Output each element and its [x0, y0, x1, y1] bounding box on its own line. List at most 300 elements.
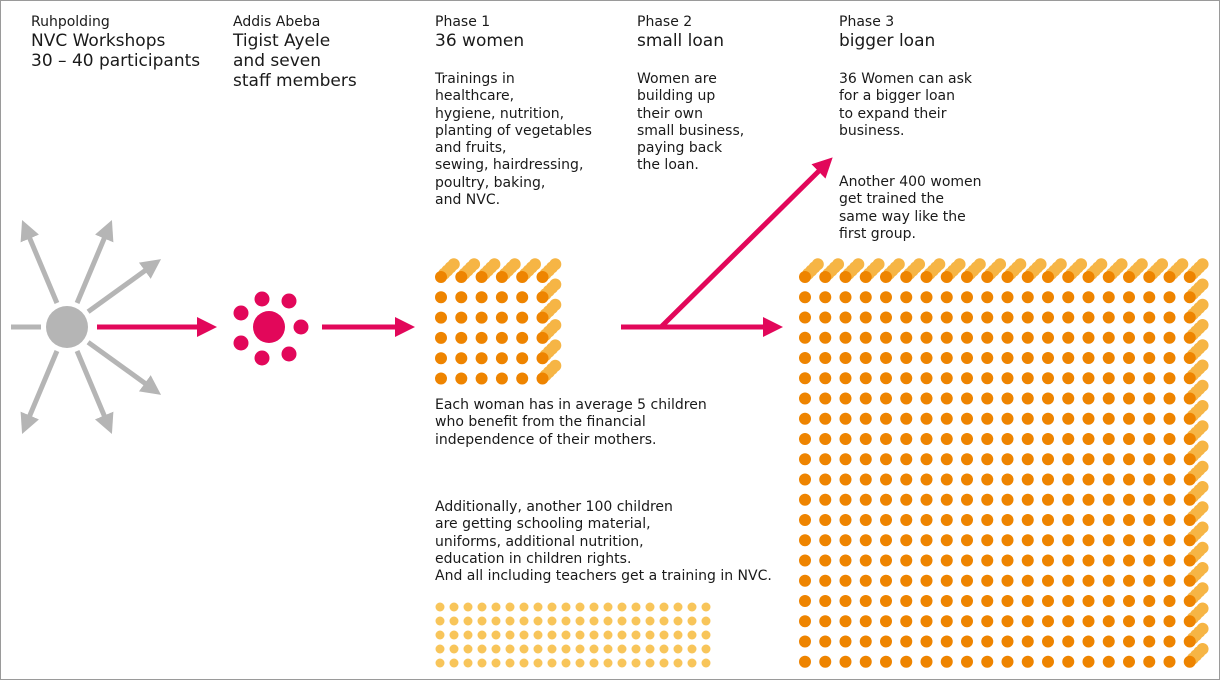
column-phase-1 [435, 13, 524, 51]
grid-dot [476, 373, 488, 385]
grid-dot [1184, 474, 1196, 486]
grid-dot [1164, 352, 1176, 364]
grid-dot [880, 595, 892, 607]
grid-dot [900, 352, 912, 364]
grid-dot [1022, 413, 1034, 425]
grid-dot [516, 312, 528, 324]
grid-dot [840, 615, 852, 627]
grid-dot [860, 312, 872, 324]
children-benefit-text: Each woman has in average 5 children who benefit from the financial independence of their mothers. [435, 397, 707, 448]
grid-dot [941, 474, 953, 486]
grid-dot [799, 494, 811, 506]
grid-dot [537, 291, 549, 303]
grid-dot [1103, 372, 1115, 384]
grid-dot [455, 352, 467, 364]
grid-dot [1042, 453, 1054, 465]
grid-dot [478, 645, 487, 654]
grid-dot [900, 291, 912, 303]
grid-dot [1042, 352, 1054, 364]
grid-dot [1103, 555, 1115, 567]
grid-dot [1022, 595, 1034, 607]
starburst-arrow [88, 342, 154, 390]
grid-dot [1164, 575, 1176, 587]
grid-dot [1042, 393, 1054, 405]
grid-dot [819, 595, 831, 607]
grid-dot [1164, 433, 1176, 445]
grid-dot [880, 291, 892, 303]
grid-dot [1184, 534, 1196, 546]
phase3-another-400-text: Another 400 women get trained the same way like the first group. [839, 174, 982, 242]
grid-dot [1103, 494, 1115, 506]
grid-dot [819, 534, 831, 546]
grid-dot [819, 433, 831, 445]
grid-dot [450, 617, 459, 626]
grid-dot [961, 494, 973, 506]
grid-dot [1164, 372, 1176, 384]
grid-dot [880, 413, 892, 425]
grid-dot [604, 659, 613, 668]
grid-dot [900, 615, 912, 627]
grid-dot [1184, 615, 1196, 627]
grid-dot [799, 656, 811, 668]
grid-dot [1103, 534, 1115, 546]
grid-dot [496, 312, 508, 324]
grid-dot [961, 555, 973, 567]
grid-dot [981, 312, 993, 324]
grid-dot [921, 312, 933, 324]
grid-dot [981, 453, 993, 465]
grid-dot [961, 453, 973, 465]
grid-dot [981, 534, 993, 546]
grid-dot [618, 631, 627, 640]
grid-dot [436, 645, 445, 654]
grid-dot [688, 603, 697, 612]
grid-dot [860, 291, 872, 303]
grid-dot [562, 617, 571, 626]
grid-dot [492, 617, 501, 626]
grid-dot [1184, 271, 1196, 283]
grid-dot [961, 636, 973, 648]
grid-dot [860, 615, 872, 627]
grid-dot [921, 372, 933, 384]
grid-dot [435, 312, 447, 324]
grid-dot [900, 494, 912, 506]
grid-dot [537, 332, 549, 344]
grid-dot [941, 494, 953, 506]
grid-dot [840, 372, 852, 384]
grid-dot [618, 603, 627, 612]
grid-dot [961, 393, 973, 405]
grid-dot [1123, 656, 1135, 668]
grid-dot [1002, 555, 1014, 567]
grid-dot [1103, 514, 1115, 526]
grid-dot [819, 555, 831, 567]
grid-dot [1022, 494, 1034, 506]
grid-dot [860, 656, 872, 668]
grid-dot [921, 453, 933, 465]
grid-dot [478, 603, 487, 612]
grid-dot [941, 312, 953, 324]
grid-dot [1103, 312, 1115, 324]
grid-dot [860, 453, 872, 465]
grid-dot [1022, 312, 1034, 324]
phase1-trainings-text: Trainings in healthcare, hygiene, nutrition, planting of vegetables and fruits, sewing, hairdressing, poultry, baking, and NVC. [435, 71, 592, 209]
grid-dot [537, 312, 549, 324]
grid-dot [941, 555, 953, 567]
grid-dot [576, 603, 585, 612]
grid-dot [799, 352, 811, 364]
grid-dot [1123, 474, 1135, 486]
phase3-women-dots [799, 258, 1209, 668]
grid-dot [921, 413, 933, 425]
grid-dot [1002, 332, 1014, 344]
grid-dot [436, 603, 445, 612]
grid-dot [1042, 575, 1054, 587]
grid-dot [921, 534, 933, 546]
grid-dot [516, 271, 528, 283]
grid-dot [900, 474, 912, 486]
grid-dot [840, 575, 852, 587]
grid-dot [981, 555, 993, 567]
grid-dot [921, 636, 933, 648]
grid-dot [880, 312, 892, 324]
grid-dot [1143, 615, 1155, 627]
grid-dot [1062, 291, 1074, 303]
starburst-arrow [25, 351, 57, 427]
grid-dot [455, 332, 467, 344]
grid-dot [464, 659, 473, 668]
grid-dot [1123, 332, 1135, 344]
grid-dot [860, 413, 872, 425]
grid-dot [799, 291, 811, 303]
grid-dot [688, 645, 697, 654]
grid-dot [819, 494, 831, 506]
grid-dot [840, 332, 852, 344]
grid-dot [476, 291, 488, 303]
grid-dot [860, 514, 872, 526]
grid-dot [496, 373, 508, 385]
grid-dot [799, 575, 811, 587]
grid-dot [1103, 636, 1115, 648]
children-dots [436, 603, 711, 668]
grid-dot [1123, 291, 1135, 303]
grid-dot [478, 631, 487, 640]
grid-dot [1083, 575, 1095, 587]
grid-dot [981, 332, 993, 344]
grid-dot [590, 645, 599, 654]
grid-dot [576, 631, 585, 640]
grid-dot [1164, 656, 1176, 668]
grid-dot [660, 659, 669, 668]
grid-dot [1002, 433, 1014, 445]
grid-dot [464, 617, 473, 626]
grid-dot [1164, 291, 1176, 303]
grid-dot [1143, 636, 1155, 648]
grid-dot [1083, 636, 1095, 648]
grid-dot [1022, 453, 1034, 465]
grid-dot [435, 291, 447, 303]
grid-dot [819, 312, 831, 324]
grid-dot [1103, 433, 1115, 445]
grid-dot [860, 636, 872, 648]
grid-dot [1123, 494, 1135, 506]
grid-dot [961, 656, 973, 668]
grid-dot [900, 332, 912, 344]
grid-dot [1022, 534, 1034, 546]
grid-dot [702, 603, 711, 612]
grid-dot [900, 372, 912, 384]
grid-dot [516, 352, 528, 364]
column-heading: small loan [637, 31, 725, 51]
grid-dot [900, 413, 912, 425]
grid-dot [1062, 453, 1074, 465]
phase2-business-text: Women are building up their own small business, paying back the loan. [637, 71, 745, 174]
grid-dot [702, 617, 711, 626]
grid-dot [492, 659, 501, 668]
grid-dot [840, 555, 852, 567]
grid-dot [1103, 271, 1115, 283]
grid-dot [981, 474, 993, 486]
grid-dot [674, 659, 683, 668]
grid-dot [1143, 474, 1155, 486]
grid-dot [1062, 575, 1074, 587]
grid-dot [1143, 271, 1155, 283]
grid-dot [520, 631, 529, 640]
grid-dot [1103, 474, 1115, 486]
grid-dot [981, 636, 993, 648]
grid-dot [660, 617, 669, 626]
grid-dot [1143, 453, 1155, 465]
grid-dot [860, 393, 872, 405]
grid-dot [799, 595, 811, 607]
grid-dot [819, 393, 831, 405]
grid-dot [1123, 372, 1135, 384]
grid-dot [921, 555, 933, 567]
grid-dot [632, 603, 641, 612]
grid-dot [1143, 656, 1155, 668]
grid-dot [1164, 312, 1176, 324]
grid-dot [1143, 312, 1155, 324]
grid-dot [1042, 636, 1054, 648]
grid-dot [1123, 393, 1135, 405]
grid-dot [1002, 615, 1014, 627]
grid-dot [520, 603, 529, 612]
grid-dot [1184, 352, 1196, 364]
grid-dot [1184, 514, 1196, 526]
team-member-dot [255, 351, 270, 366]
grid-dot [1103, 413, 1115, 425]
grid-dot [576, 645, 585, 654]
grid-dot [880, 656, 892, 668]
grid-dot [819, 352, 831, 364]
grid-dot [1042, 595, 1054, 607]
grid-dot [840, 413, 852, 425]
grid-dot [880, 453, 892, 465]
grid-dot [1002, 312, 1014, 324]
grid-dot [576, 617, 585, 626]
grid-dot [1083, 291, 1095, 303]
grid-dot [537, 271, 549, 283]
grid-dot [1062, 514, 1074, 526]
grid-dot [534, 659, 543, 668]
grid-dot [436, 659, 445, 668]
grid-dot [1184, 656, 1196, 668]
grid-dot [941, 332, 953, 344]
grid-dot [520, 617, 529, 626]
grid-dot [819, 615, 831, 627]
grid-dot [1103, 291, 1115, 303]
grid-dot [1164, 494, 1176, 506]
grid-dot [632, 631, 641, 640]
grid-dot [702, 631, 711, 640]
grid-dot [961, 534, 973, 546]
grid-dot [981, 514, 993, 526]
team-member-dot [294, 320, 309, 335]
grid-dot [506, 659, 515, 668]
grid-dot [1002, 595, 1014, 607]
grid-dot [1002, 474, 1014, 486]
grid-dot [1184, 555, 1196, 567]
grid-dot [496, 291, 508, 303]
grid-dot [799, 393, 811, 405]
grid-dot [1083, 474, 1095, 486]
grid-dot [981, 352, 993, 364]
grid-dot [520, 645, 529, 654]
grid-dot [961, 514, 973, 526]
grid-dot [1164, 332, 1176, 344]
grid-dot [496, 332, 508, 344]
grid-dot [1022, 271, 1034, 283]
grid-dot [1083, 413, 1095, 425]
grid-dot [941, 291, 953, 303]
grid-dot [1083, 271, 1095, 283]
grid-dot [921, 352, 933, 364]
grid-dot [819, 271, 831, 283]
grid-dot [1123, 312, 1135, 324]
grid-dot [476, 332, 488, 344]
grid-dot [455, 312, 467, 324]
grid-dot [840, 291, 852, 303]
grid-dot [590, 631, 599, 640]
grid-dot [1143, 514, 1155, 526]
grid-dot [1103, 595, 1115, 607]
grid-dot [900, 575, 912, 587]
grid-dot [1184, 291, 1196, 303]
starburst-arrow [77, 351, 109, 427]
grid-dot [1083, 494, 1095, 506]
grid-dot [1083, 312, 1095, 324]
grid-dot [961, 474, 973, 486]
grid-dot [840, 656, 852, 668]
grid-dot [534, 617, 543, 626]
grid-dot [1184, 372, 1196, 384]
grid-dot [1062, 534, 1074, 546]
grid-dot [799, 474, 811, 486]
grid-dot [1083, 433, 1095, 445]
grid-dot [478, 617, 487, 626]
grid-dot [646, 659, 655, 668]
grid-dot [1184, 575, 1196, 587]
grid-dot [1123, 534, 1135, 546]
grid-dot [961, 271, 973, 283]
column-phase-2 [637, 13, 724, 51]
grid-dot [1103, 615, 1115, 627]
team-member-dot [234, 336, 249, 351]
grid-dot [1002, 413, 1014, 425]
grid-dot [1002, 352, 1014, 364]
grid-dot [548, 645, 557, 654]
grid-dot [981, 393, 993, 405]
grid-dot [981, 433, 993, 445]
grid-dot [941, 372, 953, 384]
grid-dot [646, 603, 655, 612]
grid-dot [1042, 615, 1054, 627]
grid-dot [1123, 433, 1135, 445]
grid-dot [799, 372, 811, 384]
team-member-dot [282, 347, 297, 362]
grid-dot [1022, 352, 1034, 364]
grid-dot [799, 615, 811, 627]
grid-dot [455, 373, 467, 385]
grid-dot [435, 373, 447, 385]
grid-dot [1062, 656, 1074, 668]
grid-dot [1123, 352, 1135, 364]
grid-dot [1143, 372, 1155, 384]
grid-dot [1062, 332, 1074, 344]
grid-dot [1042, 656, 1054, 668]
grid-dot [562, 603, 571, 612]
grid-dot [900, 393, 912, 405]
grid-dot [880, 555, 892, 567]
grid-dot [799, 433, 811, 445]
grid-dot [860, 575, 872, 587]
grid-dot [537, 352, 549, 364]
grid-dot [646, 617, 655, 626]
grid-dot [1164, 636, 1176, 648]
grid-dot [1164, 393, 1176, 405]
grid-dot [516, 332, 528, 344]
column-heading: bigger loan [839, 31, 936, 51]
grid-dot [840, 453, 852, 465]
grid-dot [1042, 332, 1054, 344]
grid-dot [961, 312, 973, 324]
grid-dot [921, 494, 933, 506]
grid-dot [941, 575, 953, 587]
grid-dot [1002, 656, 1014, 668]
grid-dot [981, 372, 993, 384]
grid-dot [981, 575, 993, 587]
grid-dot [1042, 474, 1054, 486]
grid-dot [981, 595, 993, 607]
grid-dot [516, 291, 528, 303]
grid-dot [819, 291, 831, 303]
grid-dot [1062, 352, 1074, 364]
grid-dot [604, 631, 613, 640]
grid-dot [646, 645, 655, 654]
grid-dot [1164, 474, 1176, 486]
grid-dot [900, 636, 912, 648]
grid-dot [464, 645, 473, 654]
grid-dot [880, 352, 892, 364]
grid-dot [492, 645, 501, 654]
grid-dot [1042, 271, 1054, 283]
grid-dot [506, 645, 515, 654]
grid-dot [562, 645, 571, 654]
grid-dot [562, 631, 571, 640]
grid-dot [961, 291, 973, 303]
grid-dot [1164, 534, 1176, 546]
grid-dot [548, 659, 557, 668]
